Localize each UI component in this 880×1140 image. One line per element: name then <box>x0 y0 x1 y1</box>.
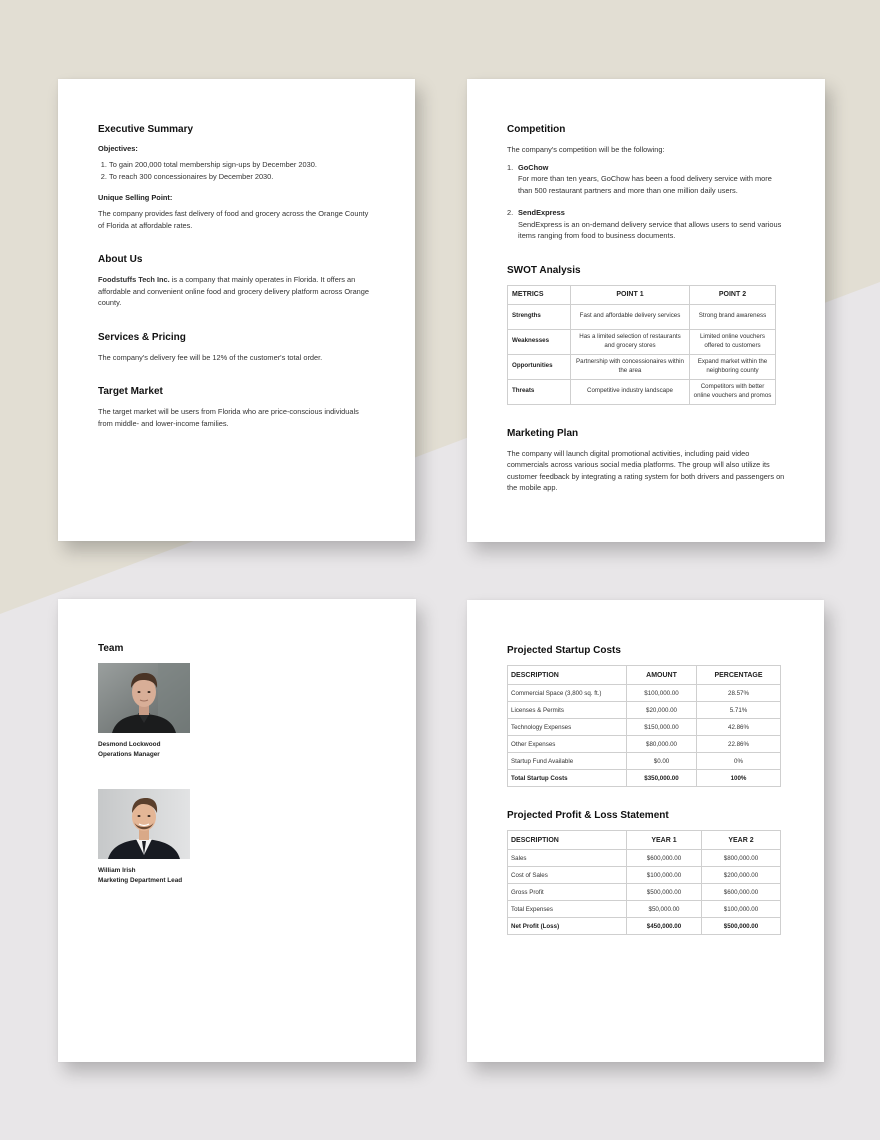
competitor-desc: SendExpress is an on-demand delivery service that allows users to send various items ranging from food to business documents. <box>518 219 782 240</box>
pl-year1: $100,000.00 <box>627 867 702 884</box>
swot-heading: SWOT Analysis <box>507 264 581 276</box>
marketing-plan-heading: Marketing Plan <box>507 427 579 439</box>
swot-cell: Strong brand awareness <box>690 304 776 329</box>
team-member-name: Desmond Lockwood <box>98 741 161 748</box>
pl-year2: $800,000.00 <box>702 850 781 867</box>
swot-header-point2: POINT 2 <box>690 285 776 304</box>
cost-total-percentage: 100% <box>697 770 781 787</box>
swot-cell: Limited online vouchers offered to customers <box>690 329 776 354</box>
pl-description: Gross Profit <box>508 884 627 901</box>
pl-year2: $200,000.00 <box>702 867 781 884</box>
cost-amount: $20,000.00 <box>627 702 697 719</box>
table-total-row <box>508 770 781 787</box>
swot-metric: Threats <box>508 379 571 404</box>
table-row <box>508 867 781 884</box>
objective-item: 1. To gain 200,000 total membership sign-ups by December 2030. <box>109 159 375 171</box>
table-row <box>508 884 781 901</box>
startup-header-amount: AMOUNT <box>627 666 697 685</box>
table-row <box>508 702 781 719</box>
usp-text: The company provides fast delivery of food and grocery across the Orange County of Florida at affordable rates. <box>98 209 369 230</box>
objectives-list <box>98 159 375 182</box>
page-2 <box>467 79 825 542</box>
team-heading: Team <box>98 643 124 654</box>
startup-costs-heading: Projected Startup Costs <box>507 645 621 656</box>
pl-header-year2: YEAR 2 <box>702 831 781 850</box>
table-row <box>508 354 776 379</box>
pl-description: Total Expenses <box>508 901 627 918</box>
cost-description: Commercial Space (3,800 sq. ft.) <box>508 685 627 702</box>
page-3 <box>58 599 416 1062</box>
usp-label: Unique Selling Point: <box>98 193 173 202</box>
swot-metric: Opportunities <box>508 354 571 379</box>
pl-header-year1: YEAR 1 <box>627 831 702 850</box>
cost-description: Technology Expenses <box>508 719 627 736</box>
table-row <box>508 304 776 329</box>
competition-heading: Competition <box>507 124 566 135</box>
cost-amount: $80,000.00 <box>627 736 697 753</box>
cost-total-label: Total Startup Costs <box>508 770 627 787</box>
team-member-role: Operations Manager <box>98 750 160 758</box>
services-pricing-text: The company's delivery fee will be 12% of the customer's total order. <box>98 352 323 362</box>
cost-percentage: 0% <box>697 753 781 770</box>
pl-year2: $600,000.00 <box>702 884 781 901</box>
swot-header-metrics: METRICS <box>508 285 571 304</box>
target-market-text: The target market will be users from Florida who are price-conscious individuals from middle- and lower-income families. <box>98 407 359 428</box>
cost-description: Startup Fund Available <box>508 753 627 770</box>
cost-amount: $150,000.00 <box>627 719 697 736</box>
competitor-number: 1. <box>507 162 514 172</box>
about-us-heading: About Us <box>98 254 143 265</box>
pl-description: Cost of Sales <box>508 867 627 884</box>
swot-cell: Expand market within the neighboring county <box>690 354 776 379</box>
executive-summary-heading: Executive Summary <box>98 124 194 135</box>
company-name: Foodstuffs Tech Inc. <box>98 275 170 284</box>
table-header-row <box>508 666 781 685</box>
swot-cell: Has a limited selection of restaurants and grocery stores <box>571 329 690 354</box>
cost-amount: $0.00 <box>627 753 697 770</box>
cost-description: Licenses & Permits <box>508 702 627 719</box>
profit-loss-heading: Projected Profit & Loss Statement <box>507 810 669 821</box>
page-4 <box>467 600 824 1062</box>
startup-header-percentage: PERCENTAGE <box>697 666 781 685</box>
swot-header-point1: POINT 1 <box>571 285 690 304</box>
pl-description: Sales <box>508 850 627 867</box>
pl-total-label: Net Profit (Loss) <box>508 918 627 935</box>
objectives-label: Objectives: <box>98 144 138 153</box>
about-us-text <box>98 274 375 309</box>
competitor-number: 2. <box>507 208 514 217</box>
competitor-name: GoChow <box>518 162 549 172</box>
table-row <box>508 753 781 770</box>
cost-amount: $100,000.00 <box>627 685 697 702</box>
swot-metric: Weaknesses <box>508 329 571 354</box>
about-us-body: is a company that mainly operates in Florida. It offers an affordable and convenient online food and grocery delivery platform across Orange county. <box>98 275 370 307</box>
pl-year1: $600,000.00 <box>627 850 702 867</box>
cost-percentage: 42.86% <box>697 719 781 736</box>
competition-intro: The company's competition will be the following: <box>507 145 665 154</box>
team-member <box>98 663 376 759</box>
pl-total-year1: $450,000.00 <box>627 918 702 935</box>
team-member-photo <box>98 789 190 859</box>
competitor-desc: For more than ten years, GoChow has been a food delivery service with more than 500 restaurant partners and more than one million daily users. <box>518 174 772 195</box>
cost-percentage: 5.71% <box>697 702 781 719</box>
swot-metric: Strengths <box>508 304 571 329</box>
startup-costs-table <box>507 665 781 787</box>
pl-header-description: DESCRIPTION <box>508 831 627 850</box>
swot-table <box>507 285 776 405</box>
team-member-photo <box>98 663 190 733</box>
cost-description: Other Expenses <box>508 736 627 753</box>
table-row <box>508 850 781 867</box>
target-market-heading: Target Market <box>98 386 163 397</box>
table-row <box>508 329 776 354</box>
competitor-item <box>507 162 785 197</box>
table-row <box>508 379 776 404</box>
table-header-row <box>508 285 776 304</box>
table-row <box>508 736 781 753</box>
swot-cell: Fast and affordable delivery services <box>571 304 690 329</box>
table-row <box>508 901 781 918</box>
cost-total-amount: $350,000.00 <box>627 770 697 787</box>
startup-header-description: DESCRIPTION <box>508 666 627 685</box>
swot-cell: Competitive industry landscape <box>571 379 690 404</box>
table-total-row <box>508 918 781 935</box>
table-header-row <box>508 831 781 850</box>
marketing-plan-text: The company will launch digital promotional activities, including paid video commercials across various social media platforms. The group will also utilize its customer feedback by integrating a rating system for both drivers and passengers on the mobile app. <box>507 448 785 492</box>
pl-year1: $50,000.00 <box>627 901 702 918</box>
competitor-name: SendExpress <box>518 208 565 217</box>
services-pricing-heading: Services & Pricing <box>98 331 186 343</box>
cost-percentage: 22.86% <box>697 736 781 753</box>
page-1 <box>58 79 415 541</box>
pl-year2: $100,000.00 <box>702 901 781 918</box>
objective-item: 2. To reach 300 concessionaires by December 2030. <box>109 171 375 183</box>
competitor-item <box>507 207 785 242</box>
swot-cell: Competitors with better online vouchers and promos <box>690 379 776 404</box>
team-member-role: Marketing Department Lead <box>98 876 183 884</box>
swot-cell: Partnership with concessionaires within the area <box>571 354 690 379</box>
table-row <box>508 719 781 736</box>
table-row <box>508 685 781 702</box>
profit-loss-table <box>507 830 781 935</box>
team-member-name: William Irish <box>98 867 136 874</box>
pl-year1: $500,000.00 <box>627 884 702 901</box>
cost-percentage: 28.57% <box>697 685 781 702</box>
team-member <box>98 789 376 885</box>
pl-total-year2: $500,000.00 <box>702 918 781 935</box>
